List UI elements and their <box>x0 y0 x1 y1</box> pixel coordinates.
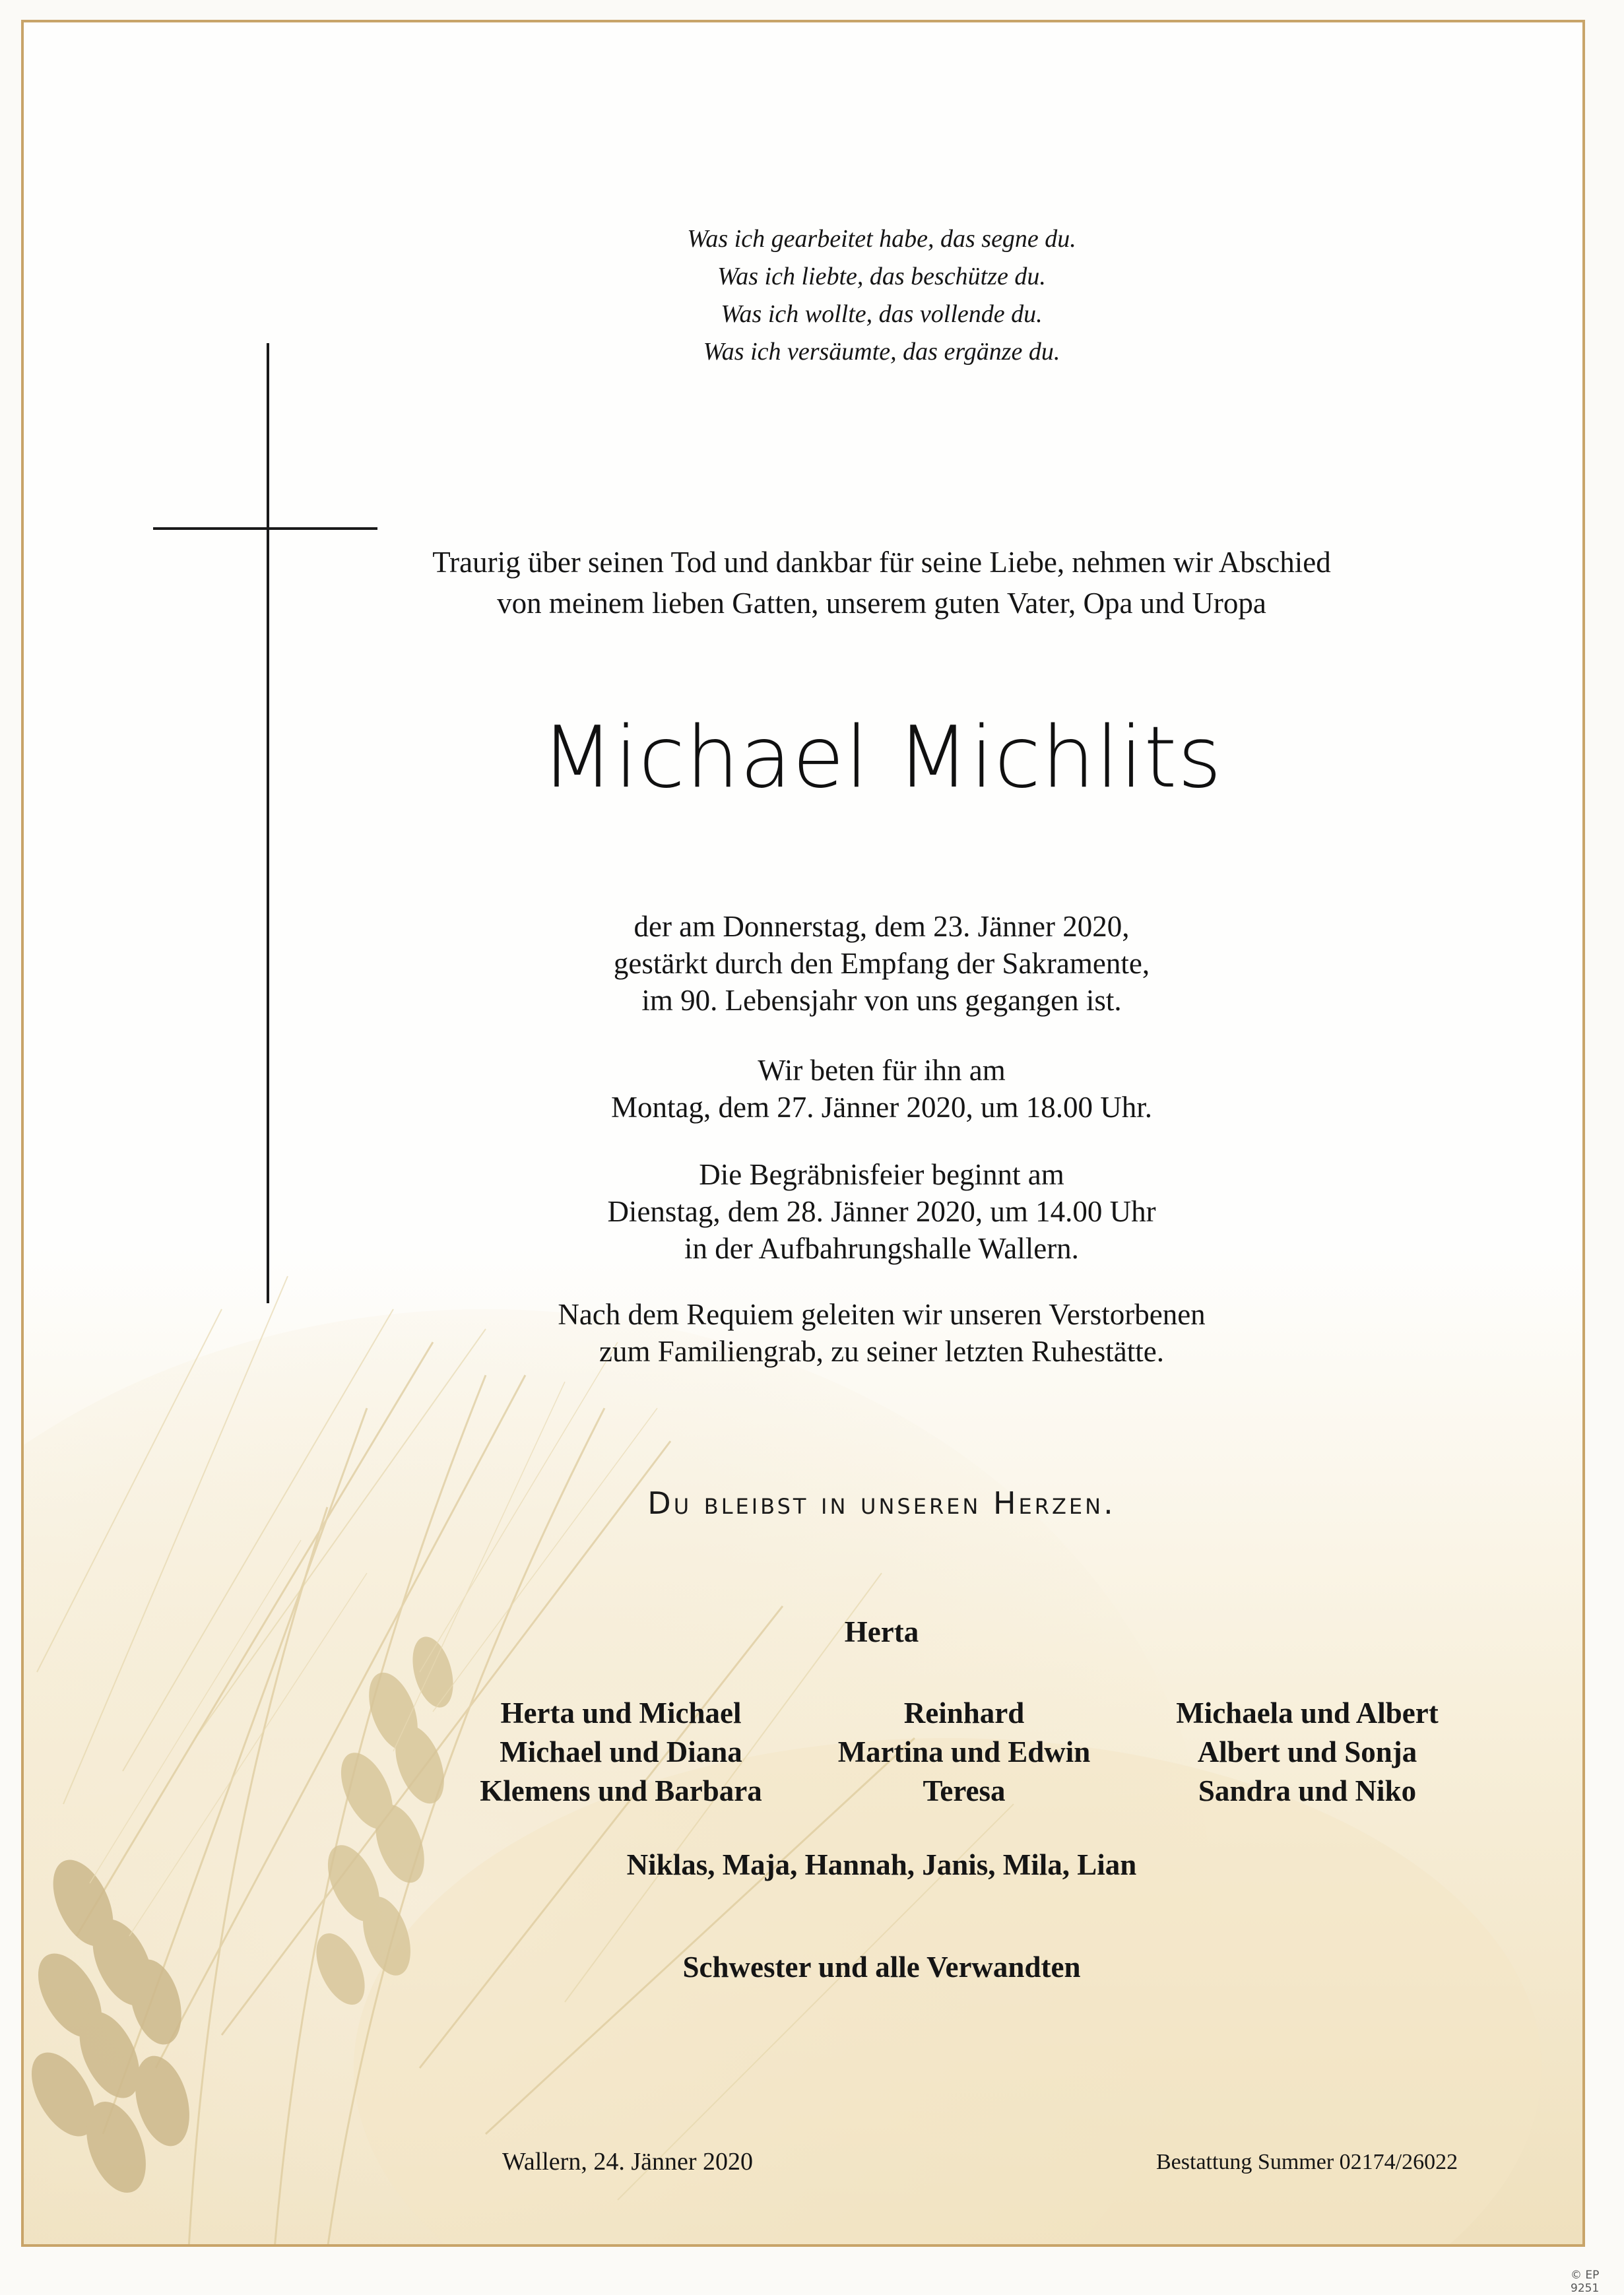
family-member: Teresa <box>923 1774 1006 1807</box>
family-member: Albert und Sonja <box>1197 1735 1417 1768</box>
prayer-notice <box>222 1052 1542 1126</box>
intro-text <box>222 542 1542 624</box>
intro-line: Traurig über seinen Tod und dankbar für seine Liebe, nehmen wir Abschied <box>432 546 1331 579</box>
funeral-notice <box>222 1156 1542 1267</box>
grandchildren: Niklas, Maja, Hannah, Janis, Mila, Lian <box>626 1848 1137 1881</box>
death-notice-line: im 90. Lebensjahr von uns gegangen ist. <box>641 984 1122 1017</box>
death-notice-line: gestärkt durch den Empfang der Sakramente, <box>613 947 1150 980</box>
family-member: Michael und Diana <box>500 1735 742 1768</box>
family-member: Sandra und Niko <box>1198 1774 1417 1807</box>
family-member: Herta und Michael <box>500 1697 742 1729</box>
poem <box>222 220 1542 371</box>
family-member: Martina und Edwin <box>837 1735 1091 1768</box>
death-notice <box>222 908 1542 1019</box>
family-member: Reinhard <box>903 1697 1025 1729</box>
undertaker: Bestattung Summer 02174/26022 <box>1156 2150 1458 2174</box>
prayer-line: Wir beten für ihn am <box>758 1054 1006 1087</box>
cross-icon-bar <box>153 527 377 530</box>
poem-line: Was ich versäumte, das ergänze du. <box>703 338 1060 366</box>
funeral-line: Dienstag, dem 28. Jänner 2020, um 14.00 Uhr <box>607 1195 1156 1228</box>
family-member: Klemens und Barbara <box>480 1774 762 1807</box>
intro-line: von meinem lieben Gatten, unserem guten Vater, Opa und Uropa <box>497 587 1266 620</box>
deceased-name: Michael Michlits <box>540 709 1223 807</box>
poem-line: Was ich liebte, das beschütze du. <box>717 263 1046 290</box>
motto: Du bleibst in unseren Herzen. <box>647 1485 1116 1521</box>
widow-name: Herta <box>844 1615 919 1648</box>
family-column <box>1076 1694 1538 1811</box>
obituary-frame <box>21 20 1585 2247</box>
burial-line: zum Familiengrab, zu seiner letzten Ruhestätte. <box>599 1335 1164 1368</box>
place-date: Wallern, 24. Jänner 2020 <box>502 2148 753 2176</box>
funeral-line: in der Aufbahrungshalle Wallern. <box>684 1232 1079 1265</box>
relatives: Schwester und alle Verwandten <box>682 1951 1081 1984</box>
poem-line: Was ich wollte, das vollende du. <box>721 300 1043 328</box>
burial-line: Nach dem Requiem geleiten wir unseren Verstorbenen <box>558 1298 1206 1331</box>
poem-line: Was ich gearbeitet habe, das segne du. <box>687 225 1076 253</box>
funeral-line: Die Begräbnisfeier beginnt am <box>699 1158 1064 1191</box>
print-code: © EP 9251 <box>1571 2269 1600 2295</box>
death-notice-line: der am Donnerstag, dem 23. Jänner 2020, <box>633 910 1130 943</box>
prayer-line: Montag, dem 27. Jänner 2020, um 18.00 Uhr. <box>611 1091 1152 1124</box>
burial-notice <box>222 1296 1542 1370</box>
family-member: Michaela und Albert <box>1176 1697 1439 1729</box>
